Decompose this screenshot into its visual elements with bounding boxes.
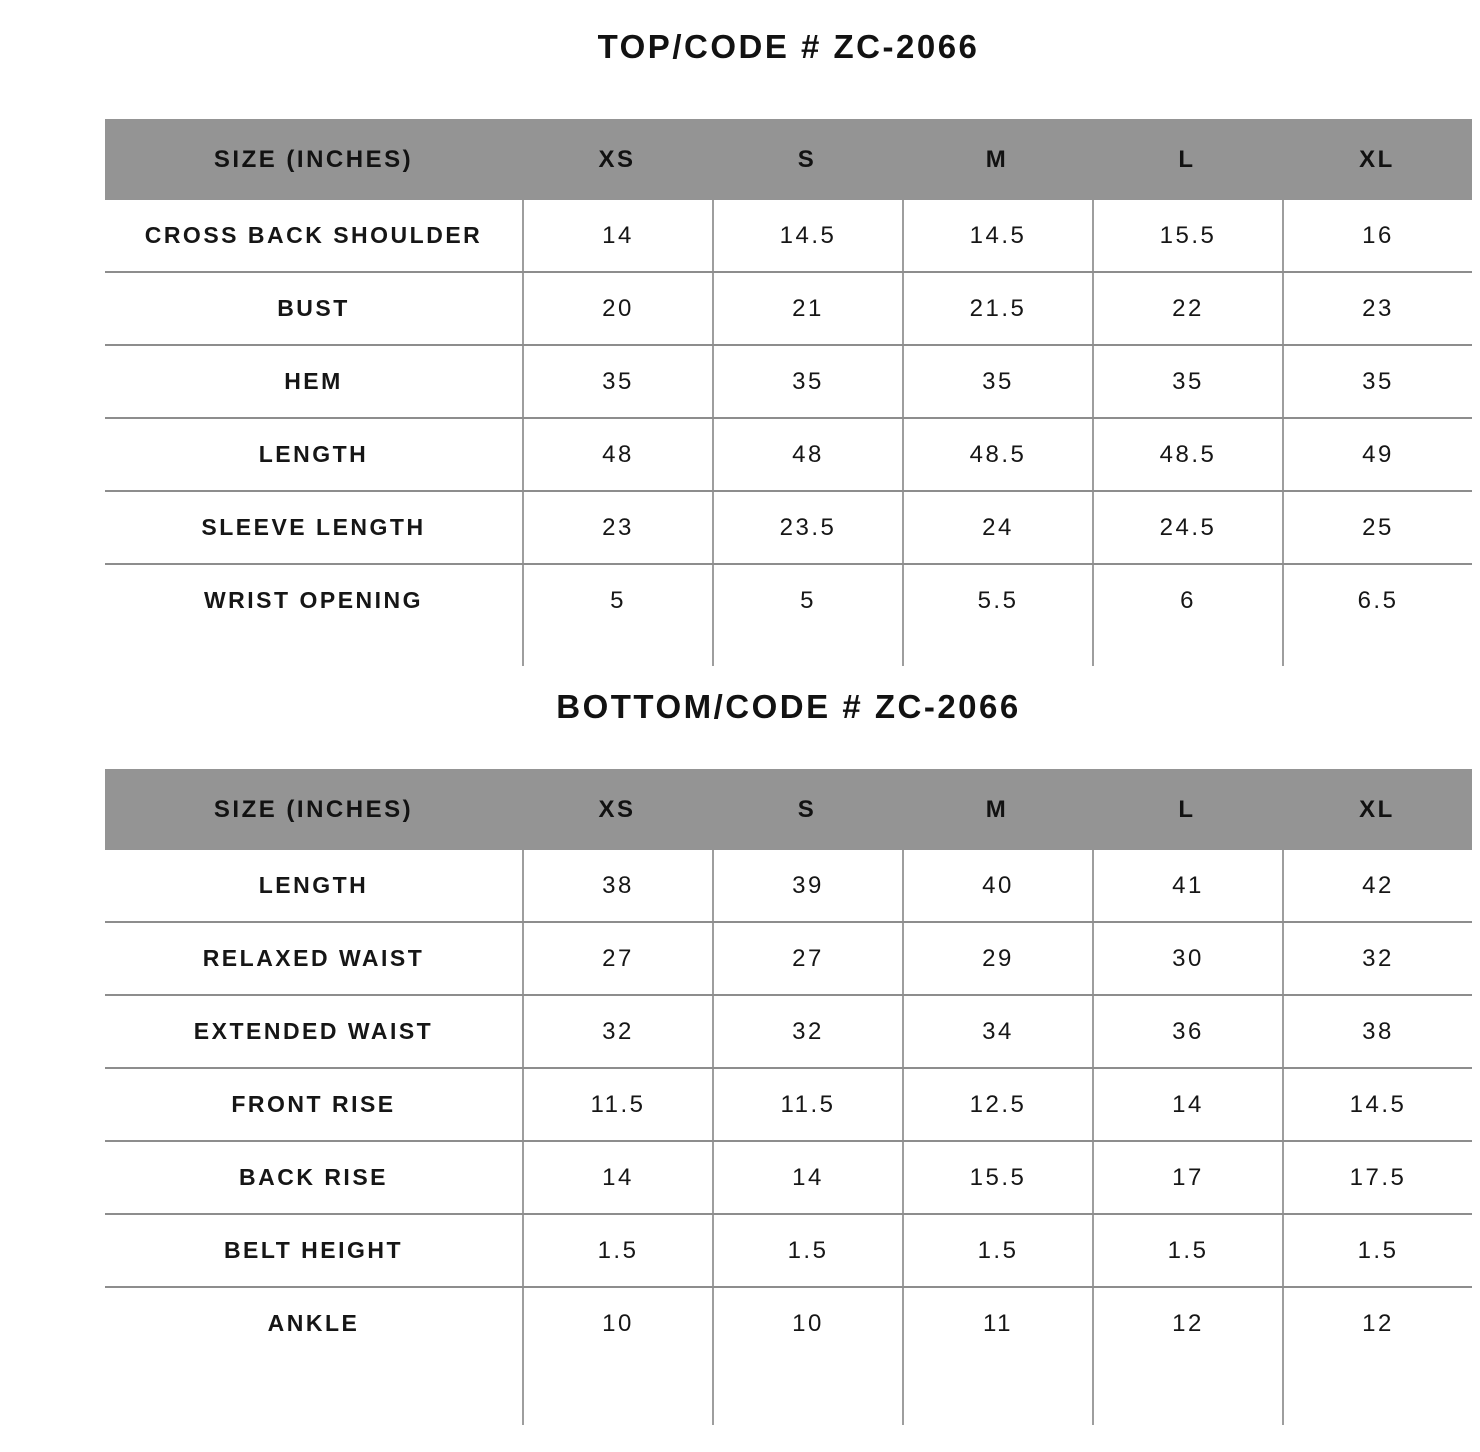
table-row	[105, 200, 1472, 271]
row-value: 1.5	[902, 1215, 1092, 1286]
row-value: 1.5	[712, 1215, 902, 1286]
row-value: 22	[1092, 273, 1282, 344]
header-m: M	[985, 145, 1009, 173]
row-value: 32	[522, 996, 712, 1067]
row-value: 27	[712, 923, 902, 994]
row-label: WRIST OPENING	[203, 587, 424, 613]
ext-cell	[1092, 636, 1282, 666]
row-value: 23	[522, 492, 712, 563]
bottom-size-table	[105, 769, 1472, 1425]
row-value: 10	[522, 1288, 712, 1359]
row-value: 30	[1092, 923, 1282, 994]
row-value: 12	[1092, 1288, 1282, 1359]
table-row	[105, 921, 1472, 994]
row-value: 14.5	[902, 200, 1092, 271]
row-value: 34	[902, 996, 1092, 1067]
row-label: CROSS BACK SHOULDER	[144, 222, 483, 248]
ext-cell	[105, 1359, 522, 1425]
row-value: 14.5	[1282, 1069, 1472, 1140]
row-value: 29	[902, 923, 1092, 994]
bottom-table-title: BOTTOM/CODE # ZC-2066	[556, 688, 1021, 725]
row-value: 41	[1092, 850, 1282, 921]
header-xs: XS	[598, 145, 636, 173]
row-label: FRONT RISE	[231, 1091, 396, 1117]
row-label: BUST	[277, 295, 350, 321]
row-value: 11.5	[712, 1069, 902, 1140]
header-xs: XS	[598, 795, 636, 823]
row-value: 14	[522, 1142, 712, 1213]
row-value: 23	[1282, 273, 1472, 344]
row-value: 17.5	[1282, 1142, 1472, 1213]
row-value: 27	[522, 923, 712, 994]
row-value: 35	[902, 346, 1092, 417]
ext-cell	[902, 1359, 1092, 1425]
ext-cell	[712, 636, 902, 666]
top-table-column-line-extension	[105, 636, 1472, 666]
bottom-table-body	[105, 850, 1472, 1359]
row-label: EXTENDED WAIST	[193, 1018, 434, 1044]
table-row	[105, 1067, 1472, 1140]
row-value: 48.5	[902, 419, 1092, 490]
row-value: 14	[522, 200, 712, 271]
table-row	[105, 344, 1472, 417]
row-value: 38	[522, 850, 712, 921]
row-value: 10	[712, 1288, 902, 1359]
row-value: 21.5	[902, 273, 1092, 344]
table-row	[105, 850, 1472, 921]
ext-cell	[522, 636, 712, 666]
table-row	[105, 490, 1472, 563]
row-value: 35	[1282, 346, 1472, 417]
top-table-header-row	[105, 119, 1472, 200]
row-value: 17	[1092, 1142, 1282, 1213]
row-value: 5	[522, 565, 712, 636]
row-label: HEM	[284, 368, 343, 394]
header-l: L	[1178, 795, 1196, 823]
header-xl: XL	[1359, 795, 1395, 823]
table-row	[105, 1140, 1472, 1213]
row-value: 5.5	[902, 565, 1092, 636]
header-xl: XL	[1359, 145, 1395, 173]
header-size-inches: SIZE (INCHES)	[213, 145, 414, 173]
row-label: LENGTH	[258, 872, 369, 898]
header-s: S	[797, 795, 817, 823]
row-value: 48	[522, 419, 712, 490]
row-value: 1.5	[1282, 1215, 1472, 1286]
row-value: 24	[902, 492, 1092, 563]
header-size-inches: SIZE (INCHES)	[213, 795, 414, 823]
table-row	[105, 994, 1472, 1067]
row-value: 20	[522, 273, 712, 344]
row-value: 14	[712, 1142, 902, 1213]
row-value: 6	[1092, 565, 1282, 636]
row-value: 6.5	[1282, 565, 1472, 636]
row-label: LENGTH	[258, 441, 369, 467]
row-value: 42	[1282, 850, 1472, 921]
row-label: SLEEVE LENGTH	[201, 514, 426, 540]
row-value: 1.5	[522, 1215, 712, 1286]
row-label: ANKLE	[267, 1310, 360, 1336]
ext-cell	[522, 1359, 712, 1425]
row-value: 39	[712, 850, 902, 921]
header-l: L	[1178, 145, 1196, 173]
ext-cell	[902, 636, 1092, 666]
top-table-body	[105, 200, 1472, 636]
row-value: 12.5	[902, 1069, 1092, 1140]
top-size-table	[105, 119, 1472, 666]
row-value: 32	[1282, 923, 1472, 994]
header-s: S	[797, 145, 817, 173]
row-value: 5	[712, 565, 902, 636]
row-label: BELT HEIGHT	[223, 1237, 404, 1263]
row-value: 36	[1092, 996, 1282, 1067]
ext-cell	[1282, 636, 1472, 666]
row-value: 14	[1092, 1069, 1282, 1140]
row-label: RELAXED WAIST	[202, 945, 425, 971]
row-value: 24.5	[1092, 492, 1282, 563]
row-value: 1.5	[1092, 1215, 1282, 1286]
row-value: 14.5	[712, 200, 902, 271]
row-value: 38	[1282, 996, 1472, 1067]
row-value: 21	[712, 273, 902, 344]
row-value: 23.5	[712, 492, 902, 563]
row-value: 35	[712, 346, 902, 417]
row-value: 48	[712, 419, 902, 490]
bottom-table-header-row	[105, 769, 1472, 850]
bottom-table-column-line-extension	[105, 1359, 1472, 1425]
ext-cell	[1282, 1359, 1472, 1425]
ext-cell	[1092, 1359, 1282, 1425]
row-value: 35	[1092, 346, 1282, 417]
top-table-title: TOP/CODE # ZC-2066	[597, 28, 980, 65]
row-value: 49	[1282, 419, 1472, 490]
row-value: 25	[1282, 492, 1472, 563]
row-value: 12	[1282, 1288, 1472, 1359]
table-row	[105, 1213, 1472, 1286]
row-value: 32	[712, 996, 902, 1067]
table-row	[105, 417, 1472, 490]
spacer	[0, 70, 1480, 119]
row-value: 11	[902, 1288, 1092, 1359]
row-value: 16	[1282, 200, 1472, 271]
row-value: 15.5	[902, 1142, 1092, 1213]
row-label: BACK RISE	[238, 1164, 388, 1190]
table-row	[105, 271, 1472, 344]
header-m: M	[985, 795, 1009, 823]
row-value: 40	[902, 850, 1092, 921]
ext-cell	[105, 636, 522, 666]
row-value: 15.5	[1092, 200, 1282, 271]
table-row	[105, 563, 1472, 636]
row-value: 48.5	[1092, 419, 1282, 490]
row-value: 11.5	[522, 1069, 712, 1140]
table-row	[105, 1286, 1472, 1359]
row-value: 35	[522, 346, 712, 417]
ext-cell	[712, 1359, 902, 1425]
